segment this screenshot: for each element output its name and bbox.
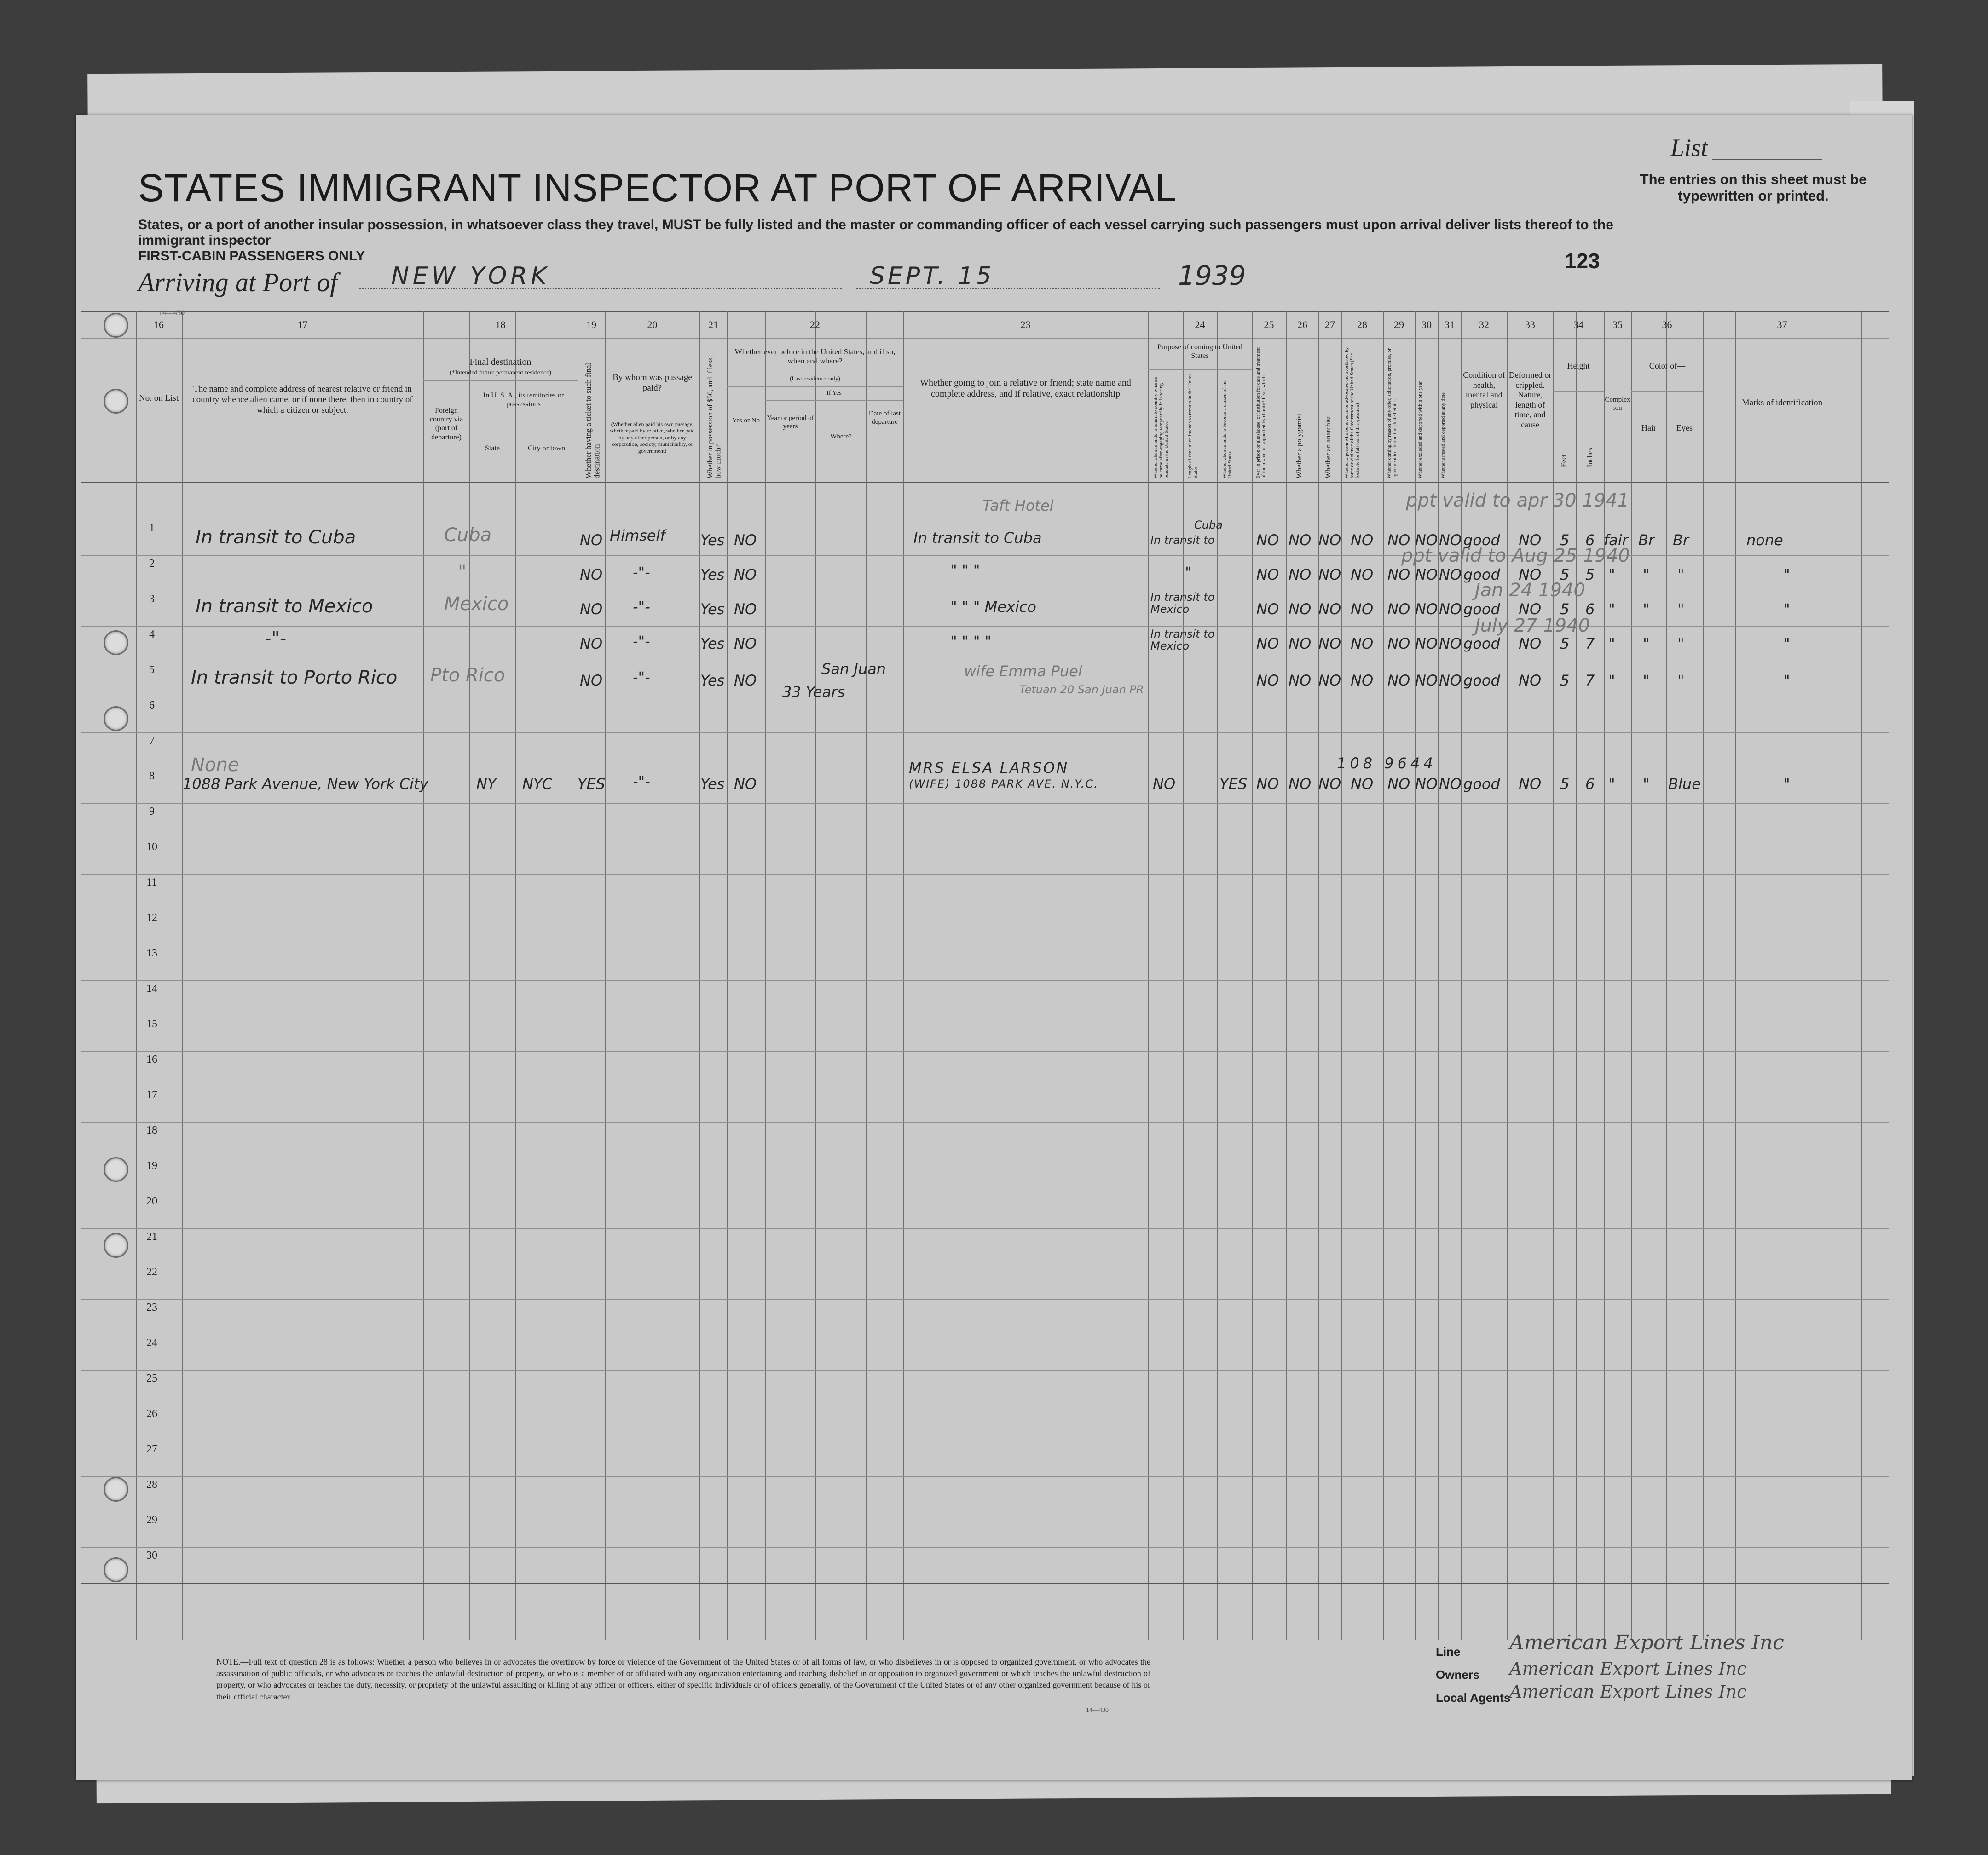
header-purpose-citizen: Whether alien intends to become a citizen of the United States	[1222, 380, 1233, 478]
row5-complexion: "	[1608, 672, 1615, 689]
header-in-usa: In U. S. A., its territories or possessions	[483, 392, 564, 409]
header-excluded: Whether excluded and deported within one year	[1417, 381, 1423, 478]
row-number: 23	[146, 1302, 157, 1313]
row4-relative: -"-	[265, 628, 287, 649]
header-eyes: Eyes	[1676, 423, 1693, 432]
row2-c31: NO	[1439, 566, 1462, 583]
header-if-yes: If Yes	[826, 390, 842, 397]
row5-join-below: Tetuan 20 San Juan PR	[1019, 683, 1144, 696]
row1-complexion: fair	[1604, 531, 1628, 549]
row-number: 17	[146, 1089, 157, 1101]
row5-ticket: NO	[580, 672, 603, 689]
row-number: 3	[149, 593, 155, 605]
header-rule	[765, 400, 903, 401]
row-number: 22	[146, 1266, 157, 1278]
row-number: 13	[146, 947, 157, 959]
row2-c25: NO	[1256, 566, 1279, 583]
row-number: 20	[146, 1195, 157, 1207]
row3-hair: "	[1643, 600, 1650, 618]
colnum-32: 32	[1479, 319, 1489, 330]
header-ever-before: Whether ever before in the United States, and if so, when and where?	[734, 347, 896, 366]
row2-marks: "	[1783, 566, 1790, 583]
row8-city: NYC	[522, 775, 553, 793]
row1-inches: 6	[1585, 531, 1595, 549]
row-number: 28	[146, 1479, 157, 1491]
row1-marks: none	[1746, 531, 1783, 549]
row-number: 19	[146, 1160, 157, 1172]
header-purpose-return: Whether alien intends to return to country whence he came after engaging temporarily in laboring pursuits in the United States	[1153, 377, 1170, 478]
colnum-20: 20	[647, 319, 658, 330]
row-rule	[81, 1228, 1889, 1229]
row1-deformed: NO	[1519, 531, 1542, 549]
row-number: 12	[146, 912, 157, 924]
row4-c25: NO	[1256, 635, 1279, 652]
row1-annotation: ppt valid to apr 30 1941	[1406, 490, 1630, 511]
row1-health: good	[1463, 531, 1500, 549]
row1-feet: 5	[1560, 531, 1570, 549]
row5-years: 33 Years	[782, 683, 845, 701]
row2-hair: "	[1643, 566, 1650, 583]
row1-eyes: Br	[1673, 531, 1689, 549]
row1-purpose-above: Cuba	[1194, 518, 1223, 531]
colnum-33: 33	[1525, 319, 1535, 330]
row4-purpose: In transit to Mexico	[1150, 628, 1215, 653]
header-rule	[1553, 391, 1604, 392]
binder-hole	[104, 706, 128, 731]
colnum-16: 16	[154, 319, 164, 330]
row8-purpose: NO	[1153, 775, 1176, 793]
row-rule	[81, 874, 1889, 875]
row2-deformed: NO	[1519, 566, 1542, 583]
header-date-departure: Date of last departure	[868, 410, 901, 426]
intro-line-1: States, or a port of another insular possession, in whatsoever class they travel, MUST be fully listed and the master or commanding officer of each vessel carrying such passengers must upon arrival deliver lists thereof to the immigrant inspector	[138, 217, 1613, 248]
row8-c25: NO	[1256, 775, 1279, 793]
header-years: Year or period of years	[767, 415, 814, 430]
row-number: 1	[149, 522, 155, 534]
header-passage-paid-sub: (Whether alien paid his own passage, whether paid by relative, whether paid by any other person, or by any corporation, society, municipality, or government)	[610, 421, 695, 454]
line-value: American Export Lines Inc	[1509, 1631, 1784, 1654]
row-rule	[81, 1370, 1889, 1371]
row8-c26: NO	[1289, 775, 1312, 793]
header-color: Color of—	[1649, 361, 1686, 370]
row8-marks: "	[1783, 775, 1790, 793]
header-rule	[1631, 391, 1703, 392]
header-height: Height	[1567, 361, 1590, 370]
row3-c25: NO	[1256, 600, 1279, 618]
colnum-19: 19	[586, 319, 596, 330]
date-value: SEPT. 15	[870, 262, 994, 290]
colnum-18: 18	[495, 319, 506, 330]
row5-eyes: "	[1677, 672, 1684, 689]
row1-purpose: In transit to	[1150, 534, 1215, 547]
row5-c25: NO	[1256, 672, 1279, 689]
row5-foreign: Pto Rico	[430, 665, 505, 686]
row-number: 9	[149, 806, 155, 818]
header-rule	[1148, 369, 1252, 370]
row1-c27: NO	[1318, 531, 1341, 549]
header-hair: Hair	[1641, 423, 1656, 432]
colnum-24: 24	[1195, 319, 1205, 330]
row-number: 27	[146, 1443, 157, 1455]
manifest-table	[81, 311, 1889, 1640]
row1-join: In transit to Cuba	[913, 529, 1042, 547]
row1-relative: In transit to Cuba	[196, 527, 356, 548]
row3-deformed: NO	[1519, 600, 1542, 618]
header-prison: Ever in prison or almshouse, or institution for care and treatment of the insane, or supported by charity? If so, which	[1255, 347, 1267, 478]
row-number: 25	[146, 1372, 157, 1384]
row-rule	[81, 732, 1889, 733]
form-code: 14—430	[159, 309, 185, 317]
row1-ticket: NO	[580, 531, 603, 549]
row-number: 5	[149, 664, 155, 676]
page-title: STATES IMMIGRANT INSPECTOR AT PORT OF ARRIVAL	[138, 166, 1177, 209]
binder-hole	[104, 1557, 128, 1582]
row-rule	[81, 803, 1889, 804]
row5-where: San Juan	[821, 660, 886, 678]
row3-eyes: "	[1677, 600, 1684, 618]
row3-money: Yes	[700, 600, 725, 618]
row5-health: good	[1463, 672, 1500, 689]
row-rule	[81, 1476, 1889, 1477]
colnum-36: 36	[1662, 319, 1672, 330]
intro-text	[138, 217, 1657, 264]
row2-purpose: "	[1185, 564, 1192, 581]
binder-hole	[104, 389, 128, 414]
row8-relative: 1088 Park Avenue, New York City	[183, 775, 428, 793]
row8-c31: NO	[1439, 775, 1462, 793]
header-foreign-country: Foreign country via (port of departure)	[429, 407, 463, 441]
colnum-23: 23	[1020, 319, 1031, 330]
row8-c27: NO	[1318, 775, 1341, 793]
row4-deformed: NO	[1519, 635, 1542, 652]
header-fifty-dollars: Whether in possession of $50, and if less, how much?	[706, 356, 722, 478]
header-state: State	[485, 444, 500, 452]
row4-c30: NO	[1415, 635, 1438, 652]
row2-paid: -"-	[633, 564, 650, 581]
row5-before: NO	[734, 672, 757, 689]
row1-foreign: Cuba	[444, 524, 492, 546]
arriving-label: Arriving at Port of	[138, 267, 338, 297]
owners-value: American Export Lines Inc	[1509, 1659, 1747, 1679]
row3-c27: NO	[1318, 600, 1341, 618]
row4-join: " " " "	[950, 633, 992, 650]
row3-c31: NO	[1439, 600, 1462, 618]
row4-eyes: "	[1677, 635, 1684, 652]
row1-join-above: Taft Hotel	[982, 497, 1054, 514]
row-rule	[81, 1122, 1889, 1123]
colnum-30: 30	[1422, 319, 1432, 330]
row2-c26: NO	[1289, 566, 1312, 583]
binder-hole	[104, 630, 128, 655]
row-number: 15	[146, 1018, 157, 1030]
row5-c28: NO	[1351, 672, 1374, 689]
row3-purpose: In transit to Mexico	[1150, 591, 1215, 616]
row3-health: good	[1463, 600, 1500, 618]
row5-c27: NO	[1318, 672, 1341, 689]
row-rule	[81, 1299, 1889, 1300]
agents-label: Local Agents	[1436, 1691, 1511, 1705]
colnum-rule	[81, 338, 1889, 339]
row2-eyes: "	[1677, 566, 1684, 583]
header-labor-offer: Whether coming by reason of any offer, solicitation, promise, or agreement to labor in the United States	[1387, 348, 1398, 478]
row4-annotation: July 27 1940	[1475, 615, 1590, 636]
header-feet: Feet	[1560, 454, 1568, 467]
row3-c29: NO	[1387, 600, 1410, 618]
row2-complexion: "	[1608, 566, 1615, 583]
header-no-on-list: No. on List	[139, 393, 179, 403]
row3-c30: NO	[1415, 600, 1438, 618]
row1-c25: NO	[1256, 531, 1279, 549]
row-number: 11	[146, 876, 157, 888]
row-rule	[81, 980, 1889, 981]
header-rule	[81, 482, 1889, 483]
table-top-rule	[81, 311, 1889, 312]
header-rule	[423, 380, 578, 381]
row1-before: NO	[734, 531, 757, 549]
list-number: 123	[1565, 249, 1600, 273]
row-number: 29	[146, 1514, 157, 1526]
colnum-37: 37	[1777, 319, 1787, 330]
row4-c27: NO	[1318, 635, 1341, 652]
row4-paid: -"-	[633, 633, 650, 650]
row1-c29: NO	[1387, 531, 1410, 549]
header-ticket: Whether having a ticket to such final destination	[584, 363, 601, 478]
row3-join: " " " Mexico	[950, 598, 1036, 616]
row4-health: good	[1463, 635, 1500, 652]
row-number: 7	[149, 735, 155, 747]
row2-inches: 5	[1585, 566, 1595, 583]
header-yes-no: Yes or No	[732, 417, 760, 424]
row3-marks: "	[1783, 600, 1790, 618]
row2-c30: NO	[1415, 566, 1438, 583]
row8-inches: 6	[1585, 775, 1595, 793]
line-label: Line	[1436, 1645, 1461, 1659]
row5-c31: NO	[1439, 672, 1462, 689]
row3-annotation: Jan 24 1940	[1475, 580, 1585, 601]
header-deported: Whether arrested and deported at any time	[1440, 392, 1446, 478]
row5-relative: In transit to Porto Rico	[191, 667, 398, 688]
row2-annotation: ppt valid to Aug 25 1940	[1401, 545, 1630, 566]
row4-inches: 7	[1585, 635, 1595, 652]
row4-c28: NO	[1351, 635, 1374, 652]
row3-feet: 5	[1560, 600, 1570, 618]
row4-c26: NO	[1289, 635, 1312, 652]
row4-hair: "	[1643, 635, 1650, 652]
colnum-28: 28	[1357, 319, 1367, 330]
row3-paid: -"-	[633, 598, 650, 616]
colnum-21: 21	[708, 319, 718, 330]
row5-paid: -"-	[633, 668, 650, 686]
footnote-code: 14—430	[1086, 1707, 1109, 1714]
header-city: City or town	[528, 444, 565, 452]
row-number: 8	[149, 770, 155, 782]
binder-hole	[104, 1157, 128, 1182]
header-final-destination-sub: (*Intended future permanent residence)	[449, 369, 552, 376]
row1-c30: NO	[1415, 531, 1438, 549]
row4-ticket: NO	[580, 635, 603, 652]
row2-c29: NO	[1387, 566, 1410, 583]
row8-join-below: (WIFE) 1088 PARK AVE. N.Y.C.	[909, 778, 1098, 790]
row4-c29: NO	[1387, 635, 1410, 652]
colnum-27: 27	[1325, 319, 1335, 330]
list-label: List	[1670, 134, 1708, 161]
row1-hair: Br	[1638, 531, 1655, 549]
row2-money: Yes	[700, 566, 725, 583]
row2-ticket: NO	[580, 566, 603, 583]
row1-c31: NO	[1439, 531, 1462, 549]
row5-money: Yes	[700, 672, 725, 689]
row1-c26: NO	[1289, 531, 1312, 549]
header-final-destination: Final destination	[469, 357, 532, 367]
row-number: 18	[146, 1124, 157, 1136]
colnum-31: 31	[1445, 319, 1455, 330]
row8-eyes: Blue	[1668, 775, 1701, 793]
row1-money: Yes	[700, 531, 725, 549]
row8-feet: 5	[1560, 775, 1570, 793]
colnum-34: 34	[1573, 319, 1583, 330]
row8-deformed: NO	[1519, 775, 1542, 793]
row8-join: MRS ELSA LARSON	[909, 759, 1069, 777]
port-value: NEW YORK	[391, 262, 550, 290]
row3-ticket: NO	[580, 600, 603, 618]
row8-hair: "	[1643, 775, 1650, 793]
row4-marks: "	[1783, 635, 1790, 652]
row8-c30: NO	[1415, 775, 1438, 793]
row2-c28: NO	[1351, 566, 1374, 583]
row4-complexion: "	[1608, 635, 1615, 652]
colnum-25: 25	[1264, 319, 1274, 330]
colnum-29: 29	[1394, 319, 1404, 330]
row5-c30: NO	[1415, 672, 1438, 689]
row4-c31: NO	[1439, 635, 1462, 652]
row-number: 10	[146, 841, 157, 853]
row2-before: NO	[734, 566, 757, 583]
row3-before: NO	[734, 600, 757, 618]
row-number: 14	[146, 983, 157, 995]
row2-feet: 5	[1560, 566, 1570, 583]
binder-hole	[104, 1477, 128, 1502]
row4-before: NO	[734, 635, 757, 652]
row-number: 21	[146, 1231, 157, 1243]
row8-foreign: None	[191, 755, 239, 776]
row-number: 30	[146, 1550, 157, 1561]
row3-complexion: "	[1608, 600, 1615, 618]
row-number: 24	[146, 1337, 157, 1349]
row5-deformed: NO	[1519, 672, 1542, 689]
header-going-to-join: Whether going to join a relative or friend; state name and complete address, and if relative, exact relationship	[920, 378, 1131, 399]
row-number: 2	[149, 558, 155, 570]
header-nearest-relative: The name and complete address of nearest relative or friend in country whence alien came, or if none there, then in country of which a citizen or subject.	[192, 384, 413, 415]
header-purpose-length: Length of time alien intends to remain in the United States	[1187, 373, 1199, 478]
header-complexion: Complexion	[1605, 396, 1630, 412]
row3-c26: NO	[1289, 600, 1312, 618]
row3-relative: In transit to Mexico	[196, 596, 373, 617]
header-polygamist: Whether a polygamist	[1295, 413, 1303, 478]
row8-annotation: 108 9644	[1337, 755, 1437, 772]
binder-hole	[104, 1233, 128, 1258]
row-number: 16	[146, 1054, 157, 1066]
colnum-26: 26	[1297, 319, 1307, 330]
row8-state: NY	[476, 775, 497, 793]
colnum-35: 35	[1612, 319, 1623, 330]
row1-c28: NO	[1351, 531, 1374, 549]
row-rule	[81, 1547, 1889, 1548]
intro-line-2: FIRST-CABIN PASSENGERS ONLY	[138, 248, 365, 264]
header-overthrow: Whether a person who believes in or advocates the overthrow by force or violence of the Government of the United States (See footnote for full text of this question)	[1344, 347, 1361, 478]
row2-health: good	[1463, 566, 1500, 583]
row-rule	[81, 1583, 1889, 1584]
header-marks: Marks of identification	[1741, 398, 1823, 408]
row3-inches: 6	[1585, 600, 1595, 618]
row8-paid: -"-	[633, 773, 650, 790]
header-deformed: Deformed or crippled. Nature, length of time, and cause	[1508, 370, 1552, 429]
row8-health: good	[1463, 775, 1500, 793]
row8-money: Yes	[700, 775, 725, 793]
header-ever-before-sub: (Last residence only)	[790, 375, 840, 382]
row8-purpose2: YES	[1219, 775, 1248, 793]
row1-paid: Himself	[610, 527, 665, 544]
typewritten-notice: The entries on this sheet must be typewritten or printed.	[1640, 171, 1867, 204]
row5-hair: "	[1643, 672, 1650, 689]
row3-c28: NO	[1351, 600, 1374, 618]
row2-join: " " "	[950, 561, 980, 579]
row-number: 6	[149, 699, 155, 711]
header-purpose: Purpose of coming to United States	[1157, 343, 1242, 360]
row5-c26: NO	[1289, 672, 1312, 689]
header-rule	[727, 386, 903, 387]
list-line	[1712, 159, 1822, 160]
header-inches: Inches	[1586, 448, 1594, 467]
row8-complexion: "	[1608, 775, 1615, 793]
row5-join: wife Emma Puel	[964, 662, 1082, 680]
colnum-22: 22	[810, 319, 820, 330]
row2-c27: NO	[1318, 566, 1341, 583]
header-where: Where?	[830, 433, 852, 440]
header-passage-paid: By whom was passage paid?	[613, 373, 692, 393]
row3-foreign: Mexico	[444, 593, 509, 615]
row8-ticket: YES	[578, 775, 606, 793]
binder-hole	[104, 313, 128, 338]
row4-feet: 5	[1560, 635, 1570, 652]
row-number: 26	[146, 1408, 157, 1420]
row-rule	[81, 626, 1889, 627]
row-number: 4	[149, 628, 155, 640]
row-rule	[81, 1051, 1889, 1052]
colnum-17: 17	[297, 319, 308, 330]
row8-before: NO	[734, 775, 757, 793]
row5-feet: 5	[1560, 672, 1570, 689]
owners-label: Owners	[1436, 1668, 1480, 1682]
row4-money: Yes	[700, 635, 725, 652]
row5-c29: NO	[1387, 672, 1410, 689]
header-health: Condition of health, mental and physical	[1463, 370, 1505, 409]
header-anarchist: Whether an anarchist	[1324, 416, 1332, 478]
footnote: NOTE.—Full text of question 28 is as follows: Whether a person who believes in or advocates the overthrow by force or violence of the Government of the United States or of all forms of law, or who disbelieves in or is opposed to organized government, or who advocates the assassination of public officials, or who advocates or teaches the unlawful destruction of property, or who is a member of or affiliated with any organization entertaining and teaching disbelief in or opposition to organized government or which teaches the unlawful destruction of property, or who advocates or teaches the duty, necessity, or propriety of the unlawful assaulting or killing of any officer or officers, either of specific individuals or of officers generally, of the Government of the United States or of any other organized government because of his or their official character.	[216, 1657, 1150, 1701]
year-value: 1939	[1178, 260, 1246, 291]
row8-c29: NO	[1387, 775, 1410, 793]
agents-value: American Export Lines Inc	[1509, 1682, 1747, 1702]
row5-inches: 7	[1585, 672, 1595, 689]
row8-c28: NO	[1351, 775, 1374, 793]
row2-foreign: "	[458, 561, 467, 582]
row5-marks: "	[1783, 672, 1790, 689]
